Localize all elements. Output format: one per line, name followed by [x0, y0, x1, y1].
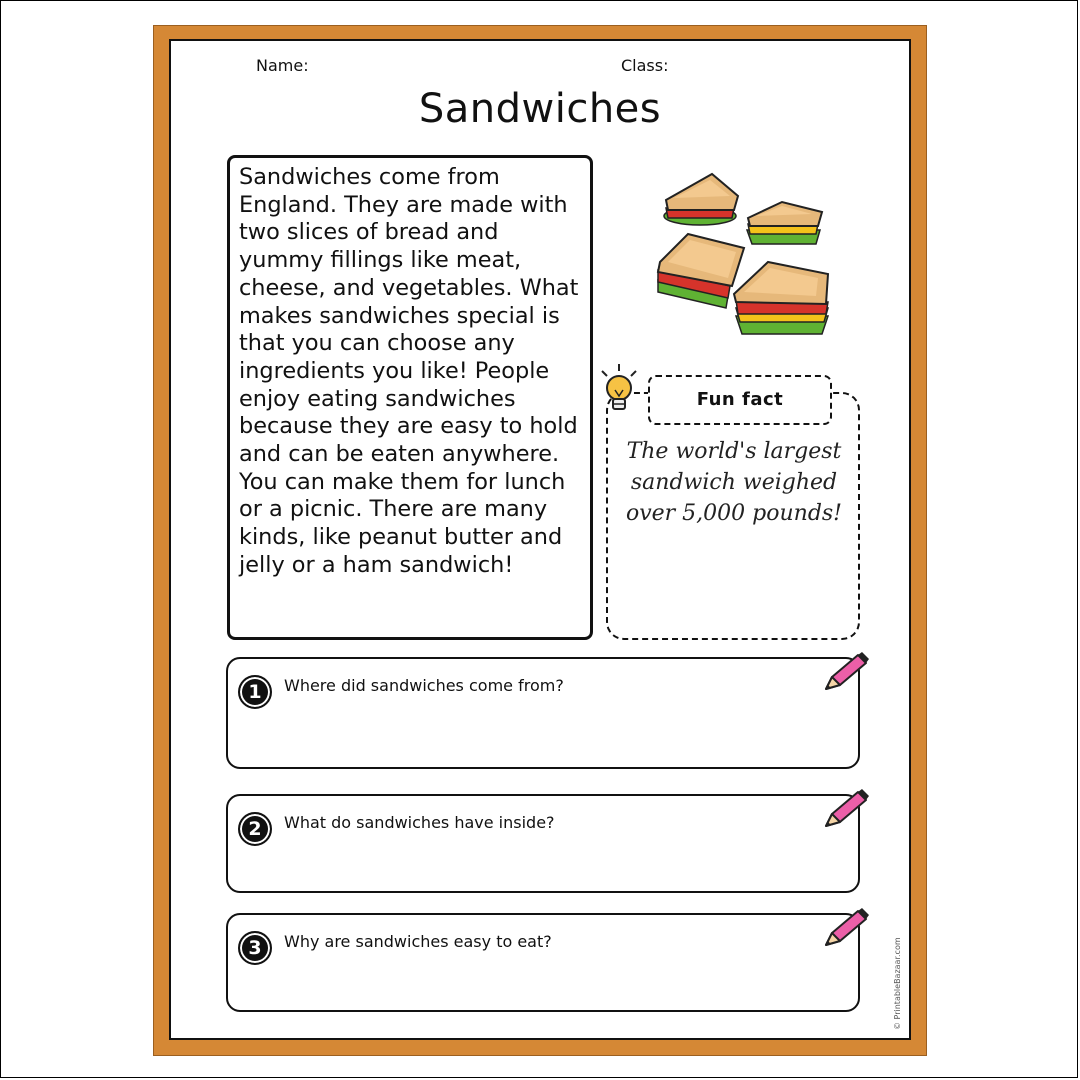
question-1-answer-box[interactable]	[226, 657, 860, 769]
question-text: Where did sandwiches come from?	[284, 676, 564, 695]
class-label: Class:	[621, 56, 669, 75]
pencil-icon	[820, 649, 870, 695]
question-2-answer-box[interactable]	[226, 794, 860, 893]
question-text: Why are sandwiches easy to eat?	[284, 932, 552, 951]
fun-fact-label: Fun fact	[648, 375, 832, 425]
sandwich-bottom-right	[734, 262, 828, 334]
question-number-badge: 3	[238, 931, 272, 965]
lightbulb-icon	[594, 362, 644, 422]
question-text: What do sandwiches have inside?	[284, 813, 555, 832]
question-number-badge: 1	[238, 675, 272, 709]
sandwich-top-left	[664, 174, 738, 225]
reading-passage: Sandwiches come from England. They are made with two slices of bread and yummy fillings like meat, cheese, and vegetables. What makes sandwiches special is that you can choose any ingredients you like! People enjoy eating sandwiches because they are easy to hold and can be eaten anywhere. You can make them for lunch or a picnic. There are many kinds, like peanut butter and jelly or a ham sandwich!	[227, 155, 593, 640]
sandwich-top-right	[747, 202, 822, 244]
pencil-icon	[820, 905, 870, 951]
question-number-badge: 2	[238, 812, 272, 846]
sandwich-bottom-left	[658, 234, 744, 308]
question-3-answer-box[interactable]	[226, 913, 860, 1012]
sandwiches-illustration	[652, 168, 837, 343]
name-label: Name:	[256, 56, 309, 75]
fun-fact-text: The world's largest sandwich weighed over 5,000 pounds!	[625, 439, 843, 526]
pencil-icon	[820, 786, 870, 832]
page-title: Sandwiches	[418, 86, 662, 132]
copyright-credit: © PrintableBazaar.com	[893, 937, 902, 1030]
